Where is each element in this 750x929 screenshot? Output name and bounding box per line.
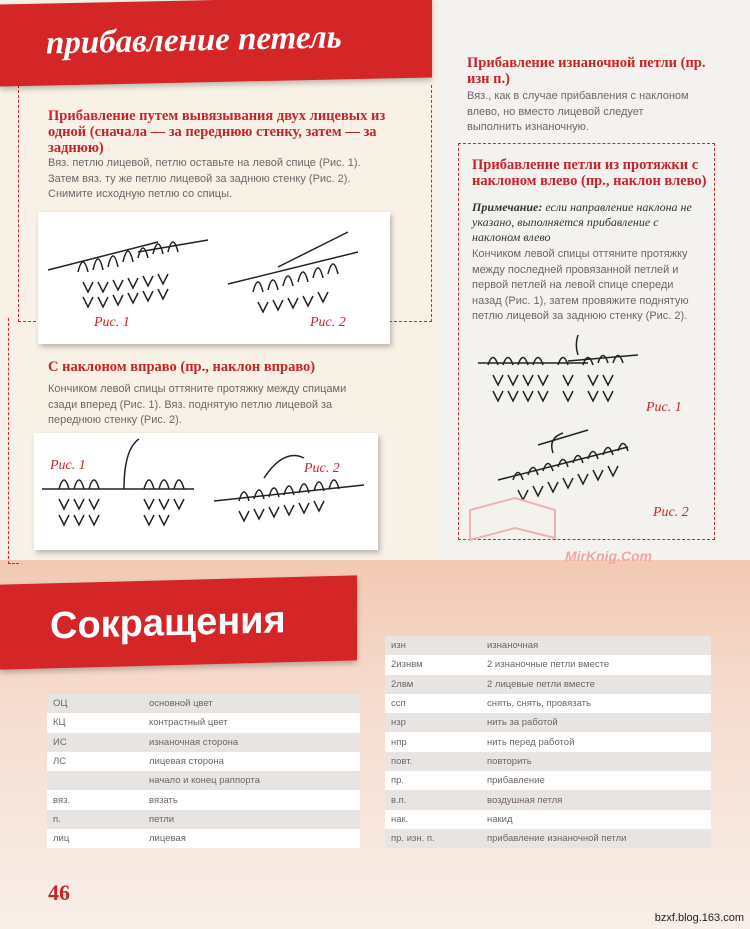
meaning-cell: накид [487,813,513,825]
watermark: MirKnig.Com [565,548,653,564]
table-row [47,790,360,809]
abbr-cell: пр. изн. п. [391,833,435,845]
note-text: если направление наклона не указано, выполняется прибавление с наклоном влево [472,200,692,244]
abbr-cell: ссп [391,698,406,710]
abbr-cell: 2лвм [391,678,414,690]
meaning-cell: петли [149,813,175,825]
meaning-cell: 2 изнаночные петли вместе [487,659,610,671]
abbr-cell: повт. [391,755,413,767]
section1-fig2-caption: Рис. 2 [310,315,346,330]
meaning-cell: изнаночная [487,640,539,652]
section4-text: Кончиком левой спицы оттяните протяжку между последней провязанной петлей и первой петлей на левой спице спереди назад (Рис. 1), затем провяжите поднятую петлю лицевой за заднюю стенку (Рис. 2). [472,248,689,322]
knitting-illustration [468,335,708,525]
meaning-cell: нить перед работой [487,736,575,748]
abbr-cell: КЦ [53,717,66,729]
section4-fig2-caption: Рис. 2 [653,505,689,520]
abbr-cell: ЛС [53,756,67,768]
abbreviations-table-right [385,636,711,848]
table-row [385,752,711,771]
abbreviations-table-left [47,694,360,848]
table-row [385,636,711,655]
meaning-cell: начало и конец раппорта [149,775,260,787]
abbr-cell: нпр [391,736,407,748]
meaning-cell: 2 лицевые петли вместе [487,678,595,690]
meaning-cell: прибавление изнаночной петли [487,833,627,845]
abbr-cell: 2изнвм [391,659,423,671]
abbreviations-title: Сокращения [50,599,286,648]
table-row [385,790,711,809]
section4-fig1-caption: Рис. 1 [646,400,682,415]
section1-figure [38,212,390,344]
table-row [47,713,360,732]
table-row [47,733,360,752]
section3-title: Прибавление изнаночной петли (пр. изн п.) [467,55,706,87]
table-row [47,829,360,848]
section4-note [472,200,707,245]
abbr-cell: п. [53,813,61,825]
table-row [385,655,711,674]
meaning-cell: лицевая сторона [149,756,224,768]
meaning-cell: основной цвет [149,698,213,710]
meaning-cell: лицевая [149,833,186,845]
section1-fig1-caption: Рис. 1 [94,315,130,330]
section2-text: Кончиком левой спицы оттяните протяжку между спицами сзади вперед (Рис. 1). Вяз. поднятую петлю лицевой за переднюю стенку (Рис. 2). [48,383,347,426]
abbr-cell: нак. [391,813,409,825]
meaning-cell: вязать [149,794,178,806]
section1-title: Прибавление путем вывязывания двух лицевых из одной (сначала — за переднюю стенку, затем — за заднюю) [48,108,386,156]
table-row [47,752,360,771]
table-row [385,694,711,713]
abbr-cell: нзр [391,717,406,729]
page-title: прибавление петель [46,19,342,62]
meaning-cell: прибавление [487,775,545,787]
meaning-cell: изнаночная сторона [149,736,239,748]
note-label: Примечание: [472,200,543,214]
abbr-cell: вяз. [53,794,71,806]
table-row [385,810,711,829]
meaning-cell: снять, снять, провязать [487,698,591,710]
table-row [385,829,711,848]
table-row [385,732,711,751]
abbr-cell: лиц [53,833,70,845]
table-row [47,694,360,713]
section2-frame [8,318,19,564]
table-row [385,713,711,732]
table-row [47,771,360,790]
abbr-cell: изн [391,640,406,652]
page-number: 46 [48,880,70,905]
abbreviations-ribbon [0,575,357,669]
section3-text: Вяз., как в случае прибавления с наклоном влево, но вместо лицевой следует выполнить изнаночную. [467,90,689,133]
abbr-cell: ИС [53,736,67,748]
title-ribbon [0,0,432,87]
table-row [47,810,360,829]
section2-fig1-caption: Рис. 1 [50,458,86,473]
knitting-illustration [34,433,378,550]
meaning-cell: воздушная петля [487,794,563,806]
table-row [385,675,711,694]
meaning-cell: контрастный цвет [149,717,228,729]
section4-title: Прибавление петли из протяжки с наклоном влево (пр., наклон влево) [472,157,707,189]
section1-text: Вяз. петлю лицевой, петлю оставьте на левой спице (Рис. 1). Затем вяз. ту же петлю лицевой за заднюю стенку (Рис. 2). Снимите исходную петлю со спицы. [48,157,361,200]
abbr-cell: пр. [391,775,405,787]
table-row [385,771,711,790]
section2-fig2-caption: Рис. 2 [304,461,340,476]
abbr-cell: ОЦ [53,698,68,710]
meaning-cell: нить за работой [487,717,558,729]
abbr-cell: в.п. [391,794,407,806]
section2-figure [34,433,378,550]
meaning-cell: повторить [487,755,532,767]
section4-figures [468,335,708,525]
footer-credit: bzxf.blog.163.com [654,912,744,924]
section2-title: С наклоном вправо (пр., наклон вправо) [48,359,316,375]
